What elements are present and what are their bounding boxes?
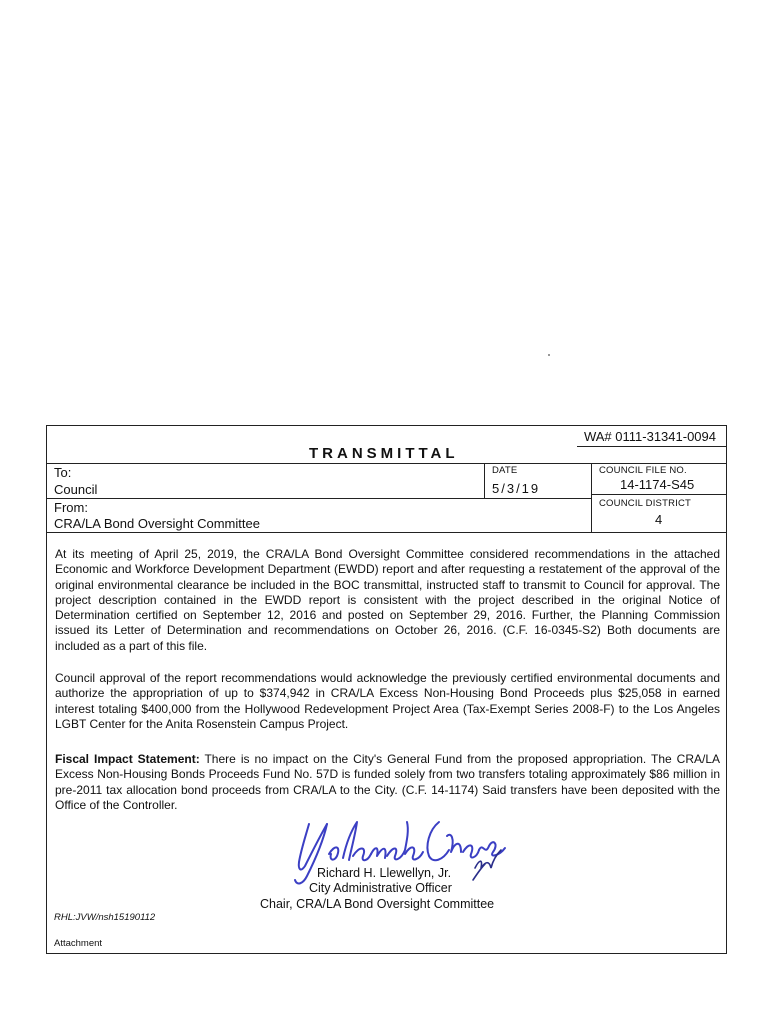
date-label: DATE <box>492 465 518 476</box>
signer-name: Richard H. Llewellyn, Jr. <box>317 866 452 880</box>
to-label: To: <box>54 465 72 480</box>
file-district-rule <box>591 494 726 495</box>
speck-mark <box>548 354 550 356</box>
council-file-value: 14-1174-S45 <box>620 477 695 492</box>
file-divider <box>591 463 592 532</box>
to-value: Council <box>54 482 98 497</box>
council-district-value: 4 <box>655 512 663 527</box>
paragraph-boc-meeting: At its meeting of April 25, 2019, the CRA/LA Bond Oversight Committee considered recommendations in the attached Economic and Workforce Development Department (EWDD) report and after requesting a restatement of the approval of the original environmental clearance be included in the BOC transmittal, instructed staff to transmit to Council for approval. The project description contained in the EWDD report is consistent with the project described in the original Notice of Determination certified on September 12, 2016 and posted on September 29, 2016. Further, the Planning Commission issued its Letter of Determination and recommendations on October 26, 2016. (C.F. 16-0345-S2) Both documents are included as a part of this file. <box>55 547 720 653</box>
paragraph-council-approval: Council approval of the report recommendations would acknowledge the previously certified environmental documents and authorize the appropriation of up to $374,942 in CRA/LA Excess Non-Housing Bond Proceeds plus $25,058 in earned interest totaling $400,000 from the Hollywood Redevelopment Project Area (Tax-Exempt Series 2008-F) to the Los Angeles LGBT Center for the Anita Rosenstein Campus Project. <box>55 671 720 731</box>
fiscal-impact-heading: Fiscal Impact Statement: <box>55 752 200 766</box>
header-rule <box>47 463 726 464</box>
fiscal-impact-text: There is no impact on the City's General Fund from the proposed appropriation. The CRA/LA Excess Non-Housing Bonds Proceeds Fund No. 57D is funded solely from two transfers totaling approximately $86 million in pre-2011 tax allocation bond proceeds from CRA/LA to the City. (C.F. 14-1174) Said transfers have been deposited with the Office of the Controller. <box>55 752 721 812</box>
fields-bottom-rule <box>47 532 726 533</box>
date-value: 5/3/19 <box>492 481 541 496</box>
date-divider <box>484 463 485 499</box>
wa-number: WA# 0111-31341-0094 <box>583 429 716 444</box>
council-file-label: COUNCIL FILE NO. <box>599 465 687 476</box>
signer-chair: Chair, CRA/LA Bond Oversight Committee <box>260 897 495 911</box>
paragraph-fiscal-impact <box>55 752 720 813</box>
transmittal-form <box>46 425 727 954</box>
wa-underline <box>577 446 727 447</box>
from-label: From: <box>54 500 88 515</box>
from-value: CRA/LA Bond Oversight Committee <box>54 516 260 531</box>
signer-title: City Administrative Officer <box>309 881 452 895</box>
council-district-label: COUNCIL DISTRICT <box>599 498 692 509</box>
to-from-rule <box>47 498 591 499</box>
attachment-label: Attachment <box>54 938 103 949</box>
reference-initials: RHL:JVW/nsh15190112 <box>54 912 156 923</box>
form-title: TRANSMITTAL <box>309 445 459 462</box>
